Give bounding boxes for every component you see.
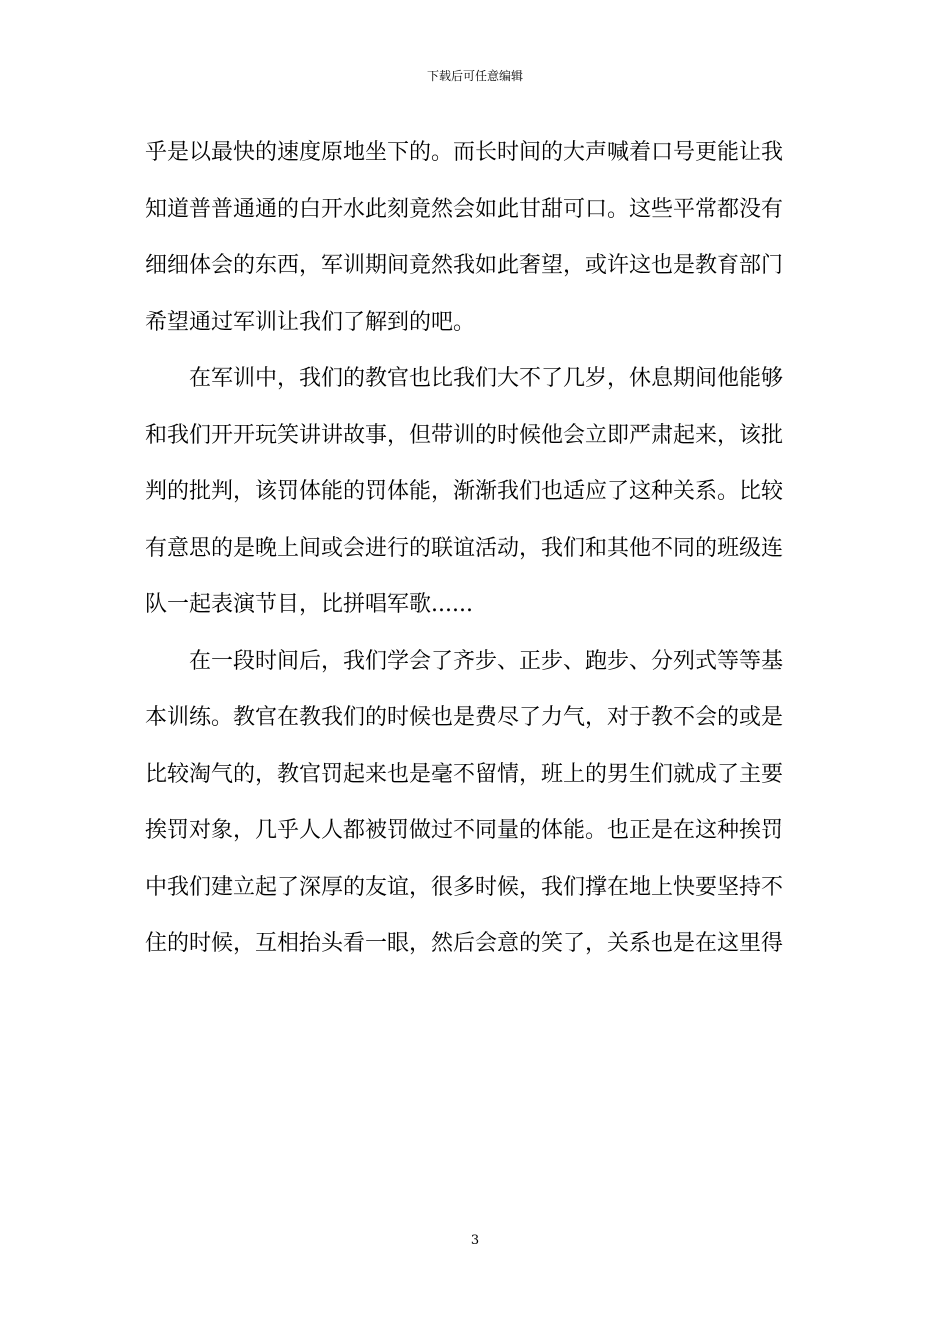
text-line: 中我们建立起了深厚的友谊，很多时候，我们撑在地上快要坚持不 — [145, 874, 784, 900]
text-line: 知道普普通通的白开水此刻竟然会如此甘甜可口。这些平常都没有 — [145, 196, 784, 222]
text-line: 细细体会的东西，军训期间竟然我如此奢望，或许这也是教育部门 — [145, 253, 784, 278]
text-line: 判的批判，该罚体能的罚体能，渐渐我们也适应了这种关系。比较 — [145, 479, 784, 504]
text-line: 有意思的是晚上间或会进行的联谊活动，我们和其他不同的班级连 — [145, 535, 784, 561]
text-line: 挨罚对象，几乎人人都被罚做过不同量的体能。也正是在这种挨罚 — [145, 818, 784, 843]
page-number: 3 — [470, 1233, 480, 1248]
text-line: 比较淘气的，教官罚起来也是毫不留情，班上的男生们就成了主要 — [145, 761, 784, 787]
text-line: 希望通过军训让我们了解到的吧。 — [145, 309, 476, 335]
text-line: 住的时候，互相抬头看一眼，然后会意的笑了，关系也是在这里得 — [145, 931, 784, 956]
page-header: 下载后可任意编辑 — [426, 69, 523, 83]
text-line: 本训练。教官在教我们的时候也是费尽了力气，对于教不会的或是 — [145, 705, 784, 730]
text-line: 队一起表演节目，比拼唱军歌...... — [145, 592, 473, 617]
text-line: 和我们开开玩笑讲讲故事，但带训的时候他会立即严肃起来，该批 — [145, 422, 784, 448]
text-line-paragraph-start: 在一段时间后，我们学会了齐步、正步、跑步、分列式等等基 — [189, 648, 784, 674]
body-text — [145, 131, 805, 979]
text-line-paragraph-start: 在军训中，我们的教官也比我们大不了几岁，休息期间他能够 — [189, 366, 784, 391]
text-line: 乎是以最快的速度原地坐下的。而长时间的大声喊着口号更能让我 — [145, 140, 784, 165]
